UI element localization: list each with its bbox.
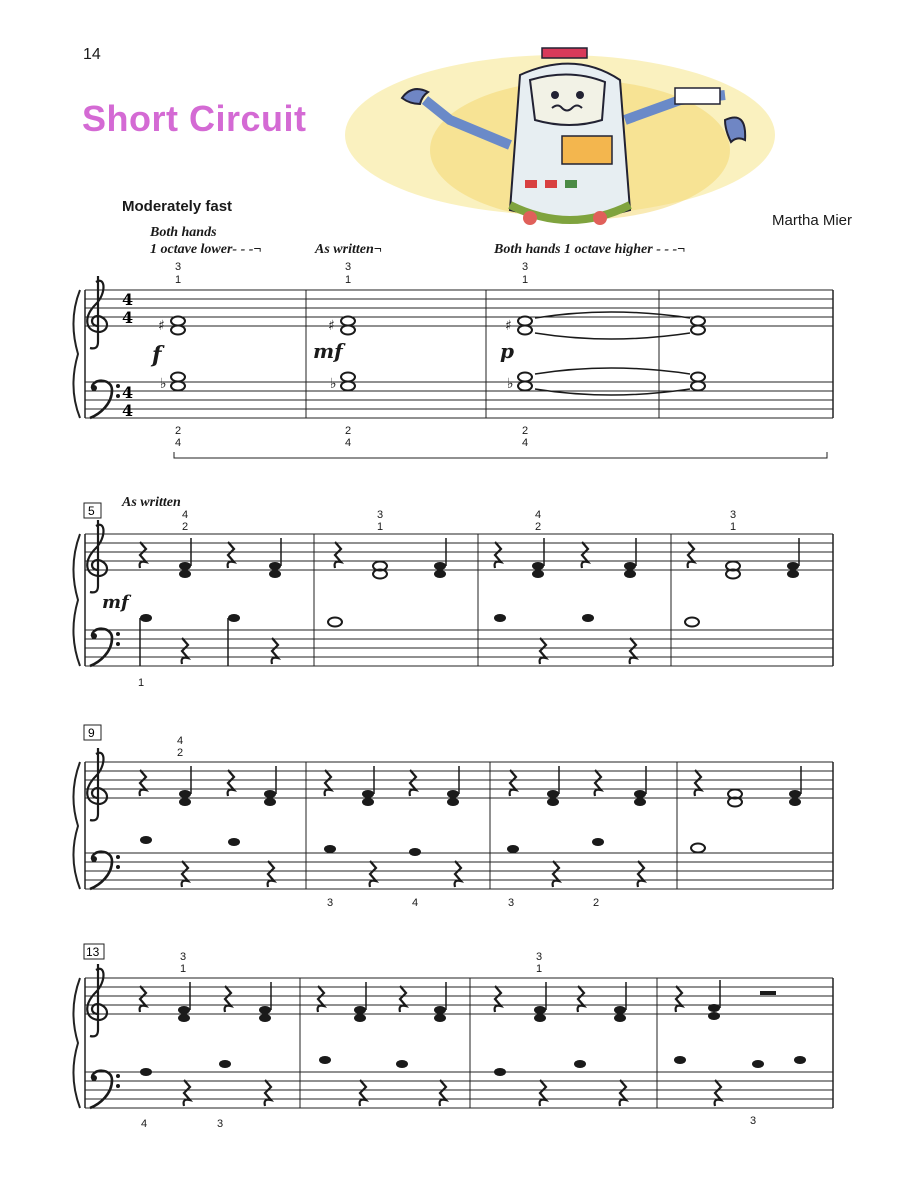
fingerings-system-1 xyxy=(175,261,528,449)
svg-text:1: 1 xyxy=(180,963,187,975)
svg-text:4: 4 xyxy=(175,437,182,449)
svg-text:1: 1 xyxy=(138,677,145,689)
svg-text:2: 2 xyxy=(345,425,352,437)
as-written-marking: As written¬ xyxy=(315,242,383,257)
svg-text:3: 3 xyxy=(522,261,529,273)
brace xyxy=(73,978,80,1108)
bass-clef xyxy=(90,381,120,418)
tempo-marking: Moderately fast xyxy=(122,198,233,215)
brace xyxy=(73,290,80,418)
page-title: Short Circuit xyxy=(82,98,307,139)
dynamic-f: f xyxy=(152,342,162,368)
bass-clef xyxy=(90,852,120,889)
svg-text:3: 3 xyxy=(730,509,737,521)
bass-clef xyxy=(90,1071,120,1108)
octave-bracket xyxy=(174,452,827,458)
svg-text:3: 3 xyxy=(327,897,334,909)
svg-text:1: 1 xyxy=(536,963,543,975)
svg-text:2: 2 xyxy=(593,897,600,909)
time-signature-bottom: 4 xyxy=(122,401,134,420)
treble-clef xyxy=(87,276,107,348)
time-signature-top: 4 xyxy=(122,383,134,402)
svg-text:3: 3 xyxy=(750,1115,757,1127)
fingerings-system-3 xyxy=(177,735,599,909)
treble-clef xyxy=(87,748,107,820)
system-2-notes xyxy=(140,538,799,666)
svg-text:3: 3 xyxy=(175,261,182,273)
svg-text:4: 4 xyxy=(345,437,352,449)
page-number: 14 xyxy=(83,46,101,63)
svg-text:♯: ♯ xyxy=(158,318,165,334)
octave-higher-marking: Both hands 1 octave higher - - -¬ xyxy=(494,242,686,257)
system-3-notes xyxy=(140,766,801,887)
measure-number: 13 xyxy=(86,945,100,959)
svg-text:4: 4 xyxy=(182,509,189,521)
svg-text:4: 4 xyxy=(535,509,542,521)
brace xyxy=(73,762,80,889)
svg-text:3: 3 xyxy=(180,951,187,963)
svg-text:♯: ♯ xyxy=(505,318,512,334)
dynamic-p: p xyxy=(500,339,514,363)
svg-text:2: 2 xyxy=(175,425,182,437)
treble-clef xyxy=(87,520,107,592)
svg-text:♯: ♯ xyxy=(328,318,335,334)
measure-number: 5 xyxy=(88,504,95,518)
as-written-marking-2: As written xyxy=(122,495,181,510)
svg-text:2: 2 xyxy=(177,747,184,759)
system-1 xyxy=(85,290,833,418)
svg-text:1: 1 xyxy=(377,521,384,533)
svg-text:2: 2 xyxy=(522,425,529,437)
system-2 xyxy=(85,534,833,666)
time-signature-top: 4 xyxy=(122,290,134,309)
dynamic-mf: mf xyxy=(313,339,343,363)
svg-text:3: 3 xyxy=(217,1118,224,1130)
octave-lower-line1: Both hands xyxy=(150,225,217,240)
bass-clef xyxy=(90,629,120,666)
svg-text:3: 3 xyxy=(508,897,515,909)
svg-text:3: 3 xyxy=(345,261,352,273)
svg-text:2: 2 xyxy=(535,521,542,533)
composer-name: Martha Mier xyxy=(772,212,853,229)
svg-text:4: 4 xyxy=(412,897,419,909)
system-4-notes xyxy=(140,980,806,1106)
time-signature-bottom: 4 xyxy=(122,308,134,327)
dynamic-mf-2: mf xyxy=(102,592,129,613)
svg-text:3: 3 xyxy=(536,951,543,963)
treble-clef xyxy=(87,964,107,1036)
svg-text:2: 2 xyxy=(182,521,189,533)
brace xyxy=(73,534,80,666)
svg-text:♭: ♭ xyxy=(160,376,167,392)
svg-text:4: 4 xyxy=(522,437,529,449)
svg-text:3: 3 xyxy=(377,509,384,521)
measure-number: 9 xyxy=(88,726,95,740)
svg-text:1: 1 xyxy=(522,274,529,286)
octave-lower-line2: 1 octave lower- - -¬ xyxy=(150,242,262,257)
svg-text:♭: ♭ xyxy=(330,376,337,392)
svg-text:4: 4 xyxy=(177,735,184,747)
svg-text:4: 4 xyxy=(141,1118,148,1130)
svg-text:♭: ♭ xyxy=(507,376,514,392)
svg-text:1: 1 xyxy=(175,274,182,286)
svg-text:1: 1 xyxy=(730,521,737,533)
svg-text:1: 1 xyxy=(345,274,352,286)
system-1-notes xyxy=(171,312,705,395)
